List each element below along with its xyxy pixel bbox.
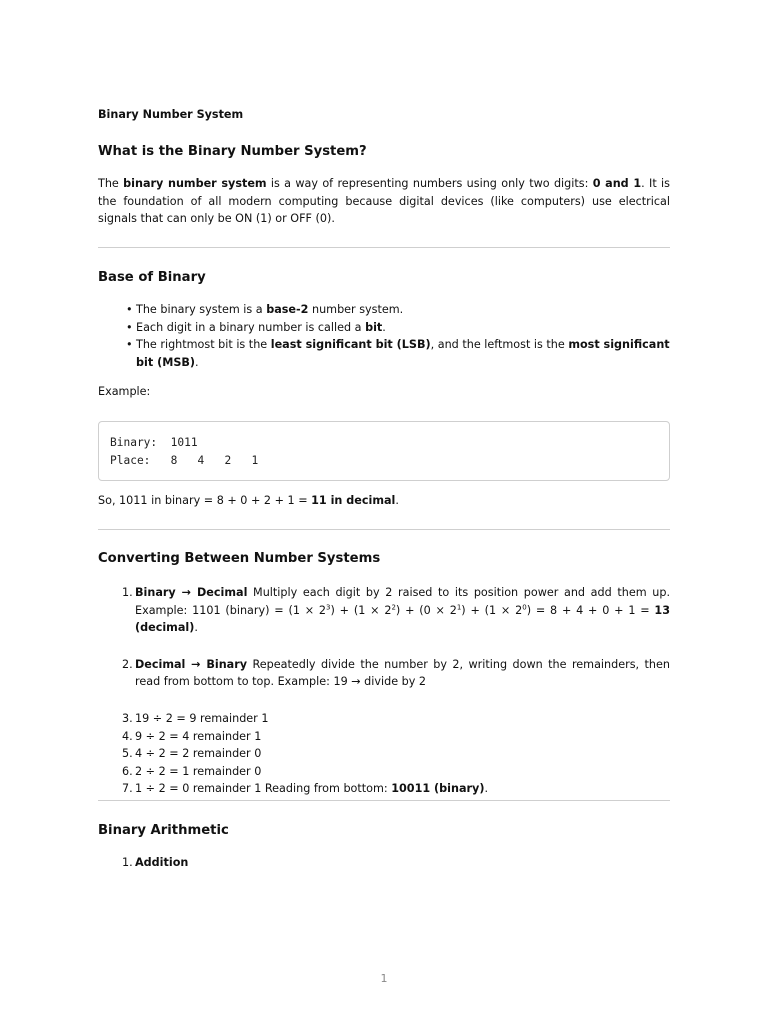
- bullet-item: • Each digit in a binary number is called a bit.: [126, 319, 670, 337]
- base-bullet-list: [126, 301, 670, 371]
- list-item: 2. Decimal → Binary Repeatedly divide the number by 2, writing down the remainders, then read from bottom to top. Example: 19 → divide by 2: [122, 657, 670, 689]
- code-line: Place: 8 4 2 1: [110, 454, 259, 467]
- code-line: Binary: 1011: [110, 436, 198, 449]
- section-heading-binary-arithmetic: Binary Arithmetic: [98, 823, 229, 838]
- list-item: 6. 2 ÷ 2 = 1 remainder 0: [122, 764, 262, 778]
- arithmetic-list: [122, 854, 670, 872]
- conversion-list: [122, 584, 670, 798]
- list-item: 1. Addition: [122, 856, 189, 869]
- section-divider: [98, 529, 670, 530]
- code-block: [98, 421, 670, 481]
- section-divider: [98, 247, 670, 248]
- page-number: 1: [380, 972, 388, 985]
- example-label: Example:: [98, 385, 151, 398]
- section-heading-what-is-binary: What is the Binary Number System?: [98, 144, 367, 159]
- list-item: 3. 19 ÷ 2 = 9 remainder 1: [122, 711, 269, 725]
- section-heading-converting: Converting Between Number Systems: [98, 551, 381, 566]
- section-divider: [98, 800, 670, 801]
- list-item: 7. 1 ÷ 2 = 0 remainder 1 Reading from bottom: 10011 (binary).: [122, 782, 489, 796]
- list-item: 5. 4 ÷ 2 = 2 remainder 0: [122, 747, 262, 761]
- section-heading-base-of-binary: Base of Binary: [98, 270, 206, 285]
- bullet-item: • The rightmost bit is the least significant bit (LSB), and the leftmost is the most significant bit (MSB).: [126, 336, 670, 371]
- list-item: 1. Binary → Decimal Multiply each digit by 2 raised to its position power and add them up. Example: 1101 (binary) = $(1 \times 2^3) + (1 \times 2^2) + (0 \times 2^1) + (1 \times 2^0) = 8 + 4 + 0 + 1 = 13$ (decimal).: [122, 586, 670, 635]
- document-title: Binary Number System: [98, 108, 244, 121]
- intro-paragraph: The binary number system is a way of representing numbers using only two digits: 0 and 1. It is the foundation of all modern computing because digital devices (like computers) use electrical signals that can only be ON (1) or OFF (0).: [98, 177, 670, 226]
- binary-summary: So, 1011 in binary = 8 + 0 + 2 + 1 = 11 in decimal.: [98, 494, 399, 507]
- bullet-item: • The binary system is a base-2 number system.: [126, 301, 670, 319]
- list-item: 4. 9 ÷ 2 = 4 remainder 1: [122, 729, 262, 743]
